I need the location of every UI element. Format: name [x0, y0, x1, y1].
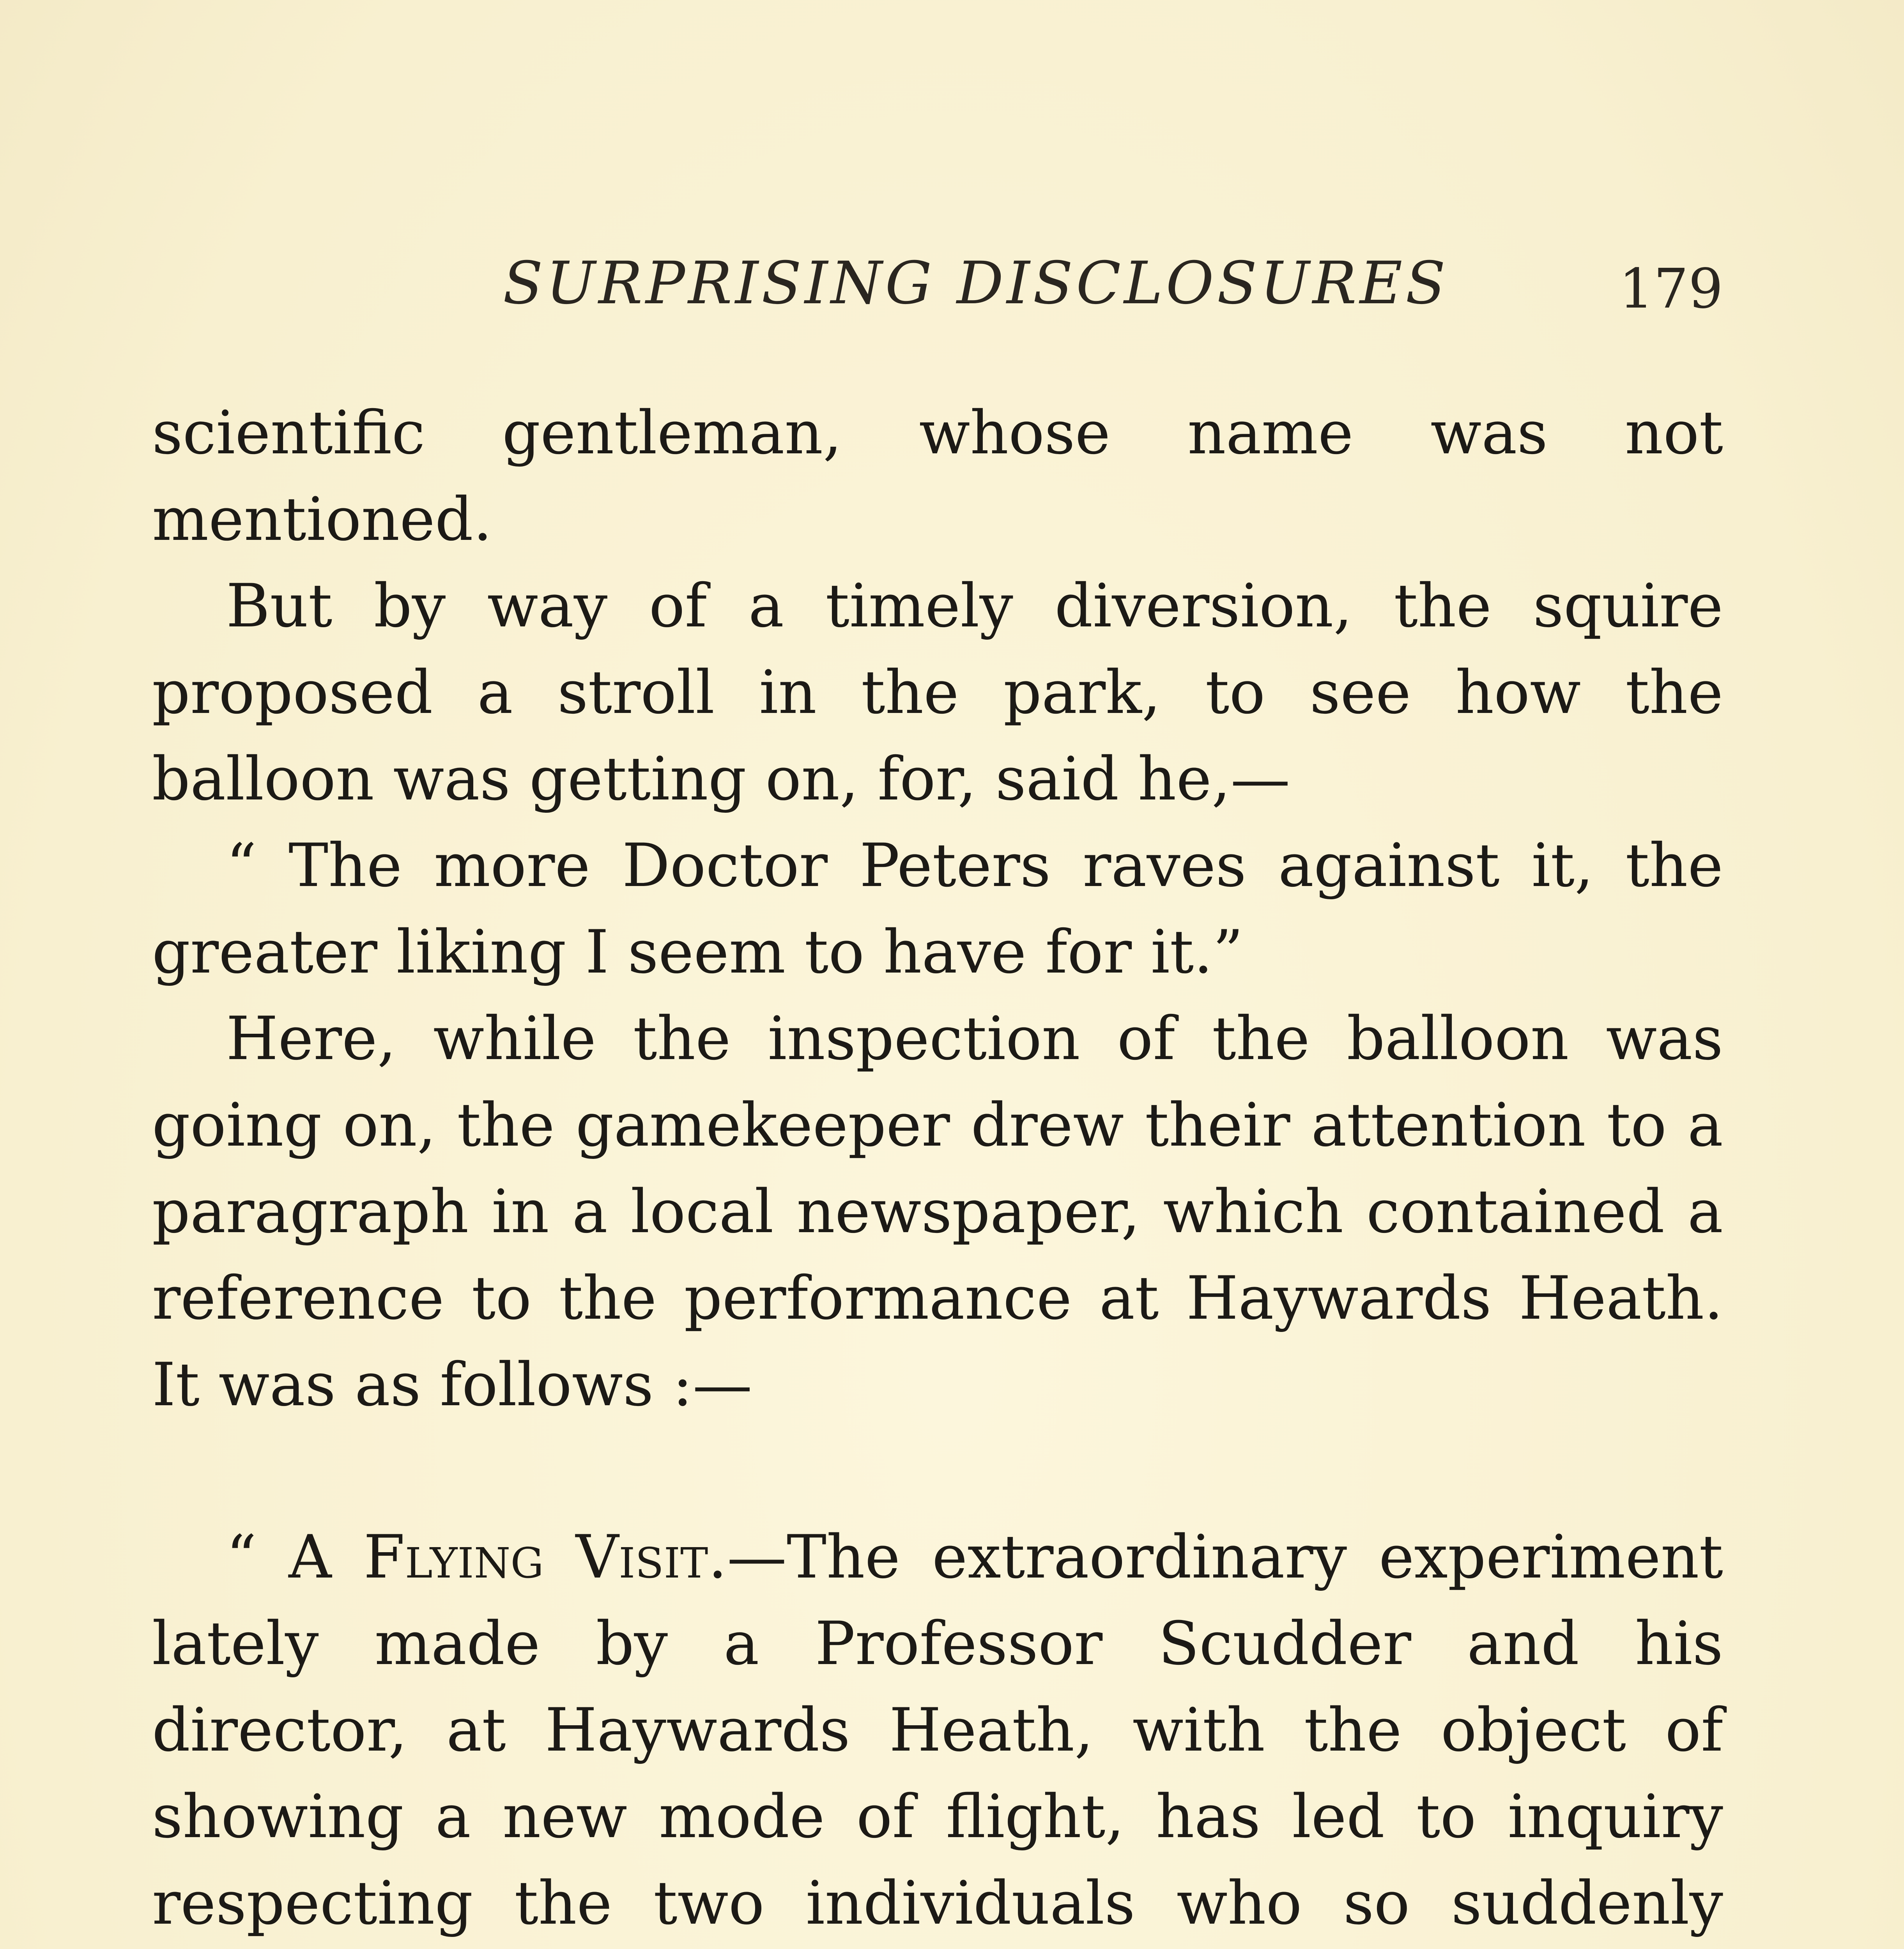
- page-number: 179: [1619, 257, 1723, 321]
- paragraph-quote-squire: “ The more Doctor Peters raves against it, the greater liking I seem to have for it.”: [152, 831, 1723, 987]
- newspaper-quote: [152, 1514, 1723, 1949]
- quote-text: —The extraordinary experiment lately made by a Professor Scudder and his director, at Haywards Heath, with the object of showing a new mode of flight, has led to inquiry respecting the two individuals who so suddenly: [152, 1523, 1723, 1938]
- running-head: SURPRISING DISCLOSURES: [503, 249, 1449, 317]
- section-break: [152, 1428, 1723, 1514]
- body-text: [152, 390, 1723, 1949]
- paragraph-continuation: scientific gentleman, whose name was not mentioned.: [152, 398, 1723, 554]
- paragraph-diversion: But by way of a timely diversion, the squire proposed a stroll in the park, to see how the balloon was getting on, for, said he,—: [152, 571, 1723, 814]
- paragraph-inspection: Here, while the inspection of the balloon was going on, the gamekeeper drew their attention to a paragraph in a local newspaper, which contained a reference to the performance at Haywards Heath. It was as follows :—: [152, 1004, 1723, 1420]
- quote-open-mark: “: [226, 1523, 289, 1592]
- page-header: [152, 249, 1723, 335]
- quote-title: A Flying Visit.: [288, 1523, 727, 1592]
